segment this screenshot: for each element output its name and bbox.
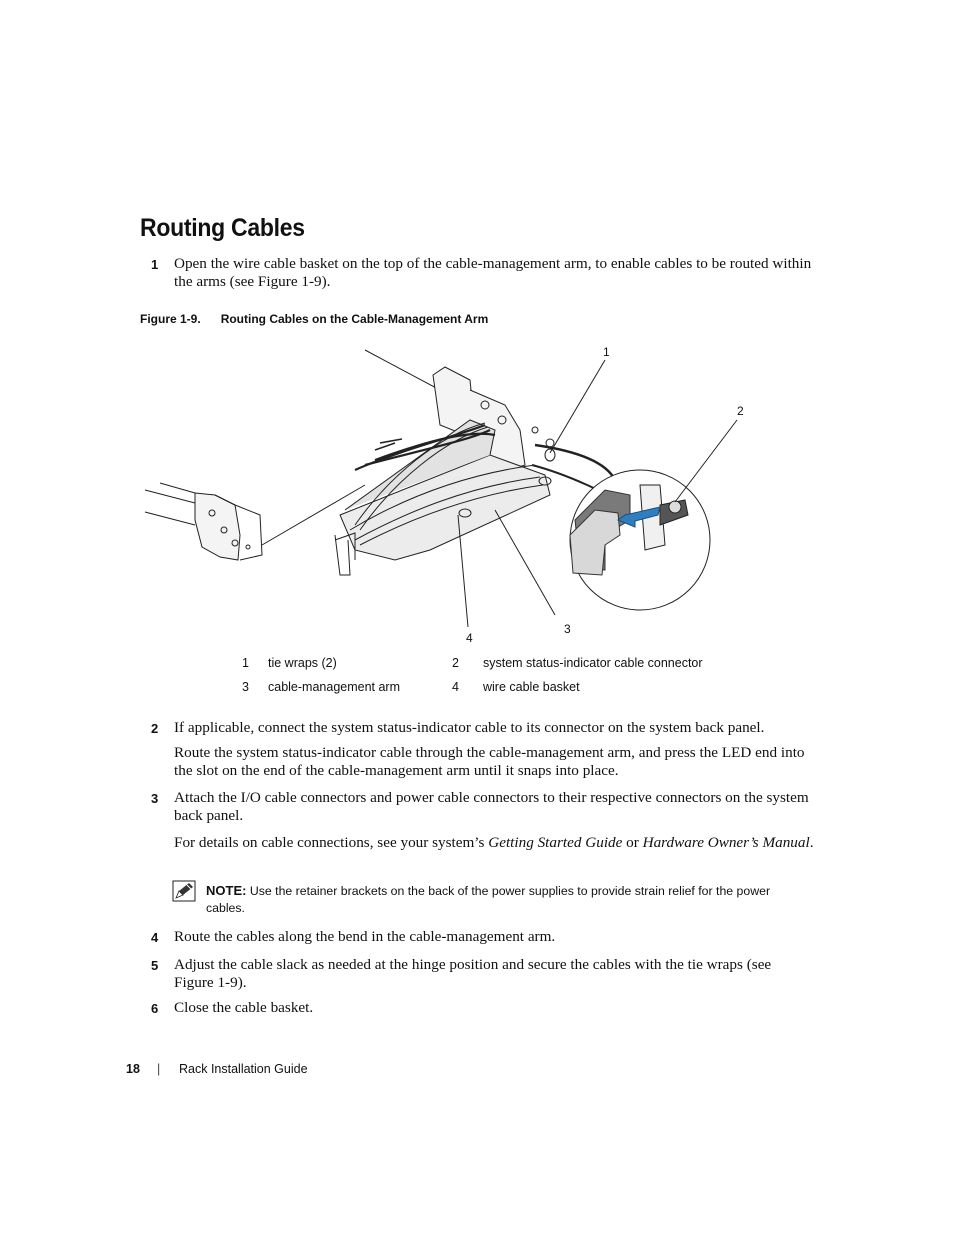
callout-leader-2 bbox=[675, 420, 737, 502]
legend-num: 4 bbox=[452, 680, 459, 694]
callout-leader-1 bbox=[550, 360, 605, 453]
tie-wrap bbox=[545, 449, 555, 461]
callout-4: 4 bbox=[466, 631, 473, 645]
step-paragraph bbox=[174, 834, 814, 852]
footer-guide-title: Rack Installation Guide bbox=[179, 1062, 308, 1076]
legend-label: cable-management arm bbox=[268, 680, 401, 694]
step-text: Route the cables along the bend in the cable-management arm. bbox=[174, 928, 556, 945]
legend-num: 3 bbox=[242, 680, 249, 694]
callout-leader-3 bbox=[495, 510, 555, 615]
legend-row bbox=[230, 656, 750, 680]
pencil-note-icon bbox=[172, 880, 196, 902]
figure-title: Routing Cables on the Cable-Management Arm bbox=[220, 312, 489, 326]
rail-line bbox=[145, 512, 195, 525]
step-text: Attach the I/O cable connectors and power cable connectors to their respective connectors on the system back panel. bbox=[174, 789, 809, 824]
callout-2: 2 bbox=[737, 404, 744, 418]
left-bracket bbox=[195, 493, 240, 560]
text-run: or bbox=[622, 834, 643, 851]
step-number: 5 bbox=[151, 958, 159, 973]
step-number: 2 bbox=[151, 721, 159, 736]
callout-3: 3 bbox=[564, 622, 571, 636]
step-number: 1 bbox=[151, 257, 159, 272]
legend-row bbox=[230, 680, 750, 704]
page-number: 18 bbox=[126, 1062, 140, 1076]
figure-number: Figure 1-9. bbox=[140, 312, 201, 326]
legend-num: 1 bbox=[242, 656, 249, 670]
note-label: NOTE: bbox=[206, 883, 247, 898]
step-number: 4 bbox=[151, 930, 159, 945]
note bbox=[206, 882, 806, 917]
text-run: For details on cable connections, see your system’s bbox=[174, 834, 489, 851]
rail-line bbox=[160, 483, 195, 493]
step-paragraph: Route the system status-indicator cable through the cable-management arm, and press the LED end into the slot on the end of the cable-management arm until it snaps into place. bbox=[174, 744, 805, 779]
figure-legend bbox=[230, 656, 750, 704]
document-title: Hardware Owner’s Manual bbox=[642, 834, 810, 851]
text-run: . bbox=[809, 834, 814, 851]
step-text: Open the wire cable basket on the top of the cable-management arm, to enable cables to be routed within the arms (see Figure 1-9). bbox=[174, 255, 812, 290]
page-title: Routing Cables bbox=[140, 214, 305, 242]
footer-separator: | bbox=[157, 1062, 161, 1076]
step-text: Adjust the cable slack as needed at the hinge position and secure the cables with the tie wraps (see Figure 1-9). bbox=[174, 956, 772, 991]
legend-num: 2 bbox=[452, 656, 459, 670]
step-text: Close the cable basket. bbox=[174, 999, 314, 1016]
figure-caption bbox=[140, 312, 488, 326]
document-title: Getting Started Guide bbox=[488, 834, 623, 851]
step-text: If applicable, connect the system status-indicator cable to its connector on the system back panel. bbox=[174, 719, 765, 736]
callout-1: 1 bbox=[603, 345, 610, 359]
legend-label: system status-indicator cable connector bbox=[483, 656, 703, 670]
note-body: Use the retainer brackets on the back of the power supplies to provide strain relief for the power cables. bbox=[206, 884, 771, 915]
cable-management-arm-illustration bbox=[140, 335, 740, 645]
legend-label: wire cable basket bbox=[483, 680, 580, 694]
rail-line bbox=[145, 490, 195, 503]
step-number: 3 bbox=[151, 791, 159, 806]
step-number: 6 bbox=[151, 1001, 159, 1016]
legend-label: tie wraps (2) bbox=[268, 656, 337, 670]
